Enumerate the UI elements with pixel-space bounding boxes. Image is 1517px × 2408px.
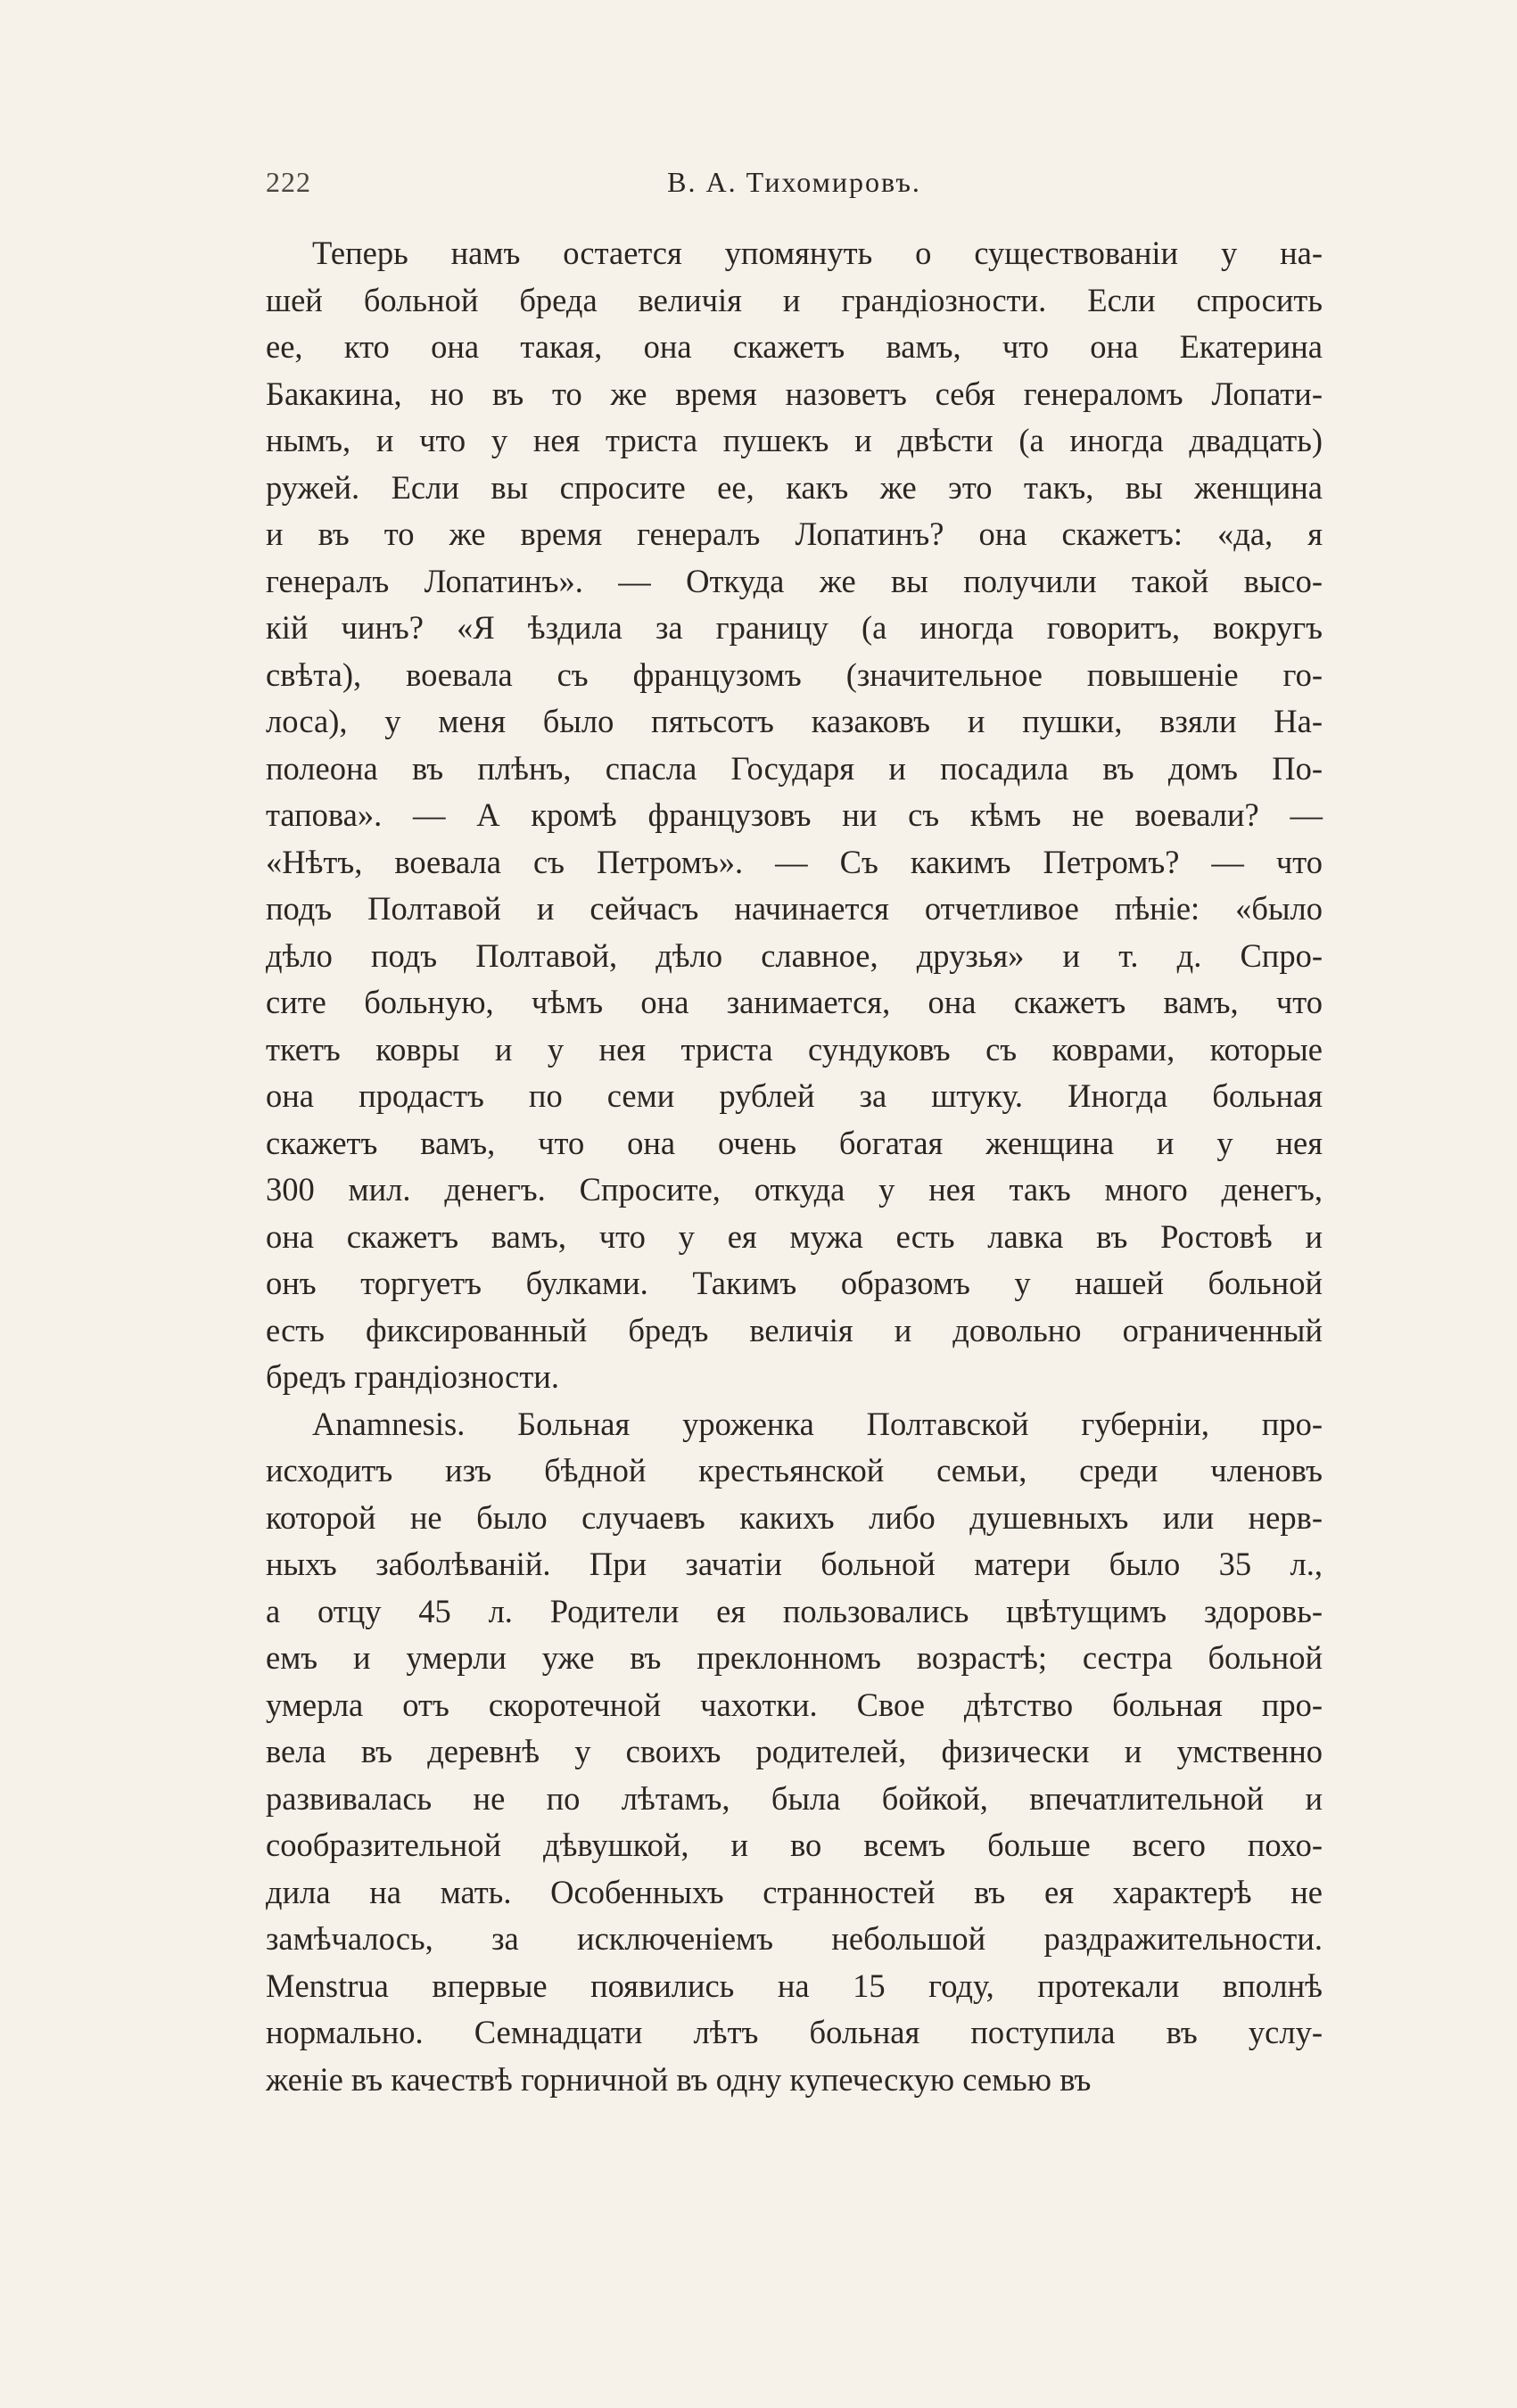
text-line: умерла отъ скоротечной чахотки. Свое дѣтство больная про- [266, 1686, 1323, 1723]
running-head [266, 161, 1323, 210]
text-line: бредъ грандіозности. [266, 1358, 559, 1395]
text-line: ружей. Если вы спросите ее, какъ же это такъ, вы женщина [266, 468, 1323, 506]
text-line: сите больную, чѣмъ она занимается, она скажетъ вамъ, что [266, 984, 1323, 1020]
text-line: шей больной бреда величія и грандіозности. Если спросить [266, 281, 1323, 318]
paragraph [266, 1401, 1323, 2104]
text-line: Anamnesis. Больная уроженка Полтавской губерніи, про- [312, 1405, 1323, 1442]
text-line: ныхъ заболѣваній. При зачатіи больной матери было 35 л., [266, 1546, 1323, 1582]
paragraph [266, 230, 1323, 1401]
text-line: она скажетъ вамъ, что у ея мужа есть лавка въ Ростовѣ и [266, 1217, 1323, 1255]
text-line: вела въ деревнѣ у своихъ родителей, физически и умственно [266, 1733, 1323, 1769]
running-title: В. А. Тихомировъ. [667, 166, 921, 198]
text-line: «Нѣтъ, воевала съ Петромъ». — Съ какимъ Петромъ? — что [266, 843, 1323, 880]
body-text [266, 230, 1323, 2103]
text-line: полеона въ плѣнъ, спасла Государя и посадила въ домъ По- [266, 749, 1323, 787]
text-line: нымъ, и что у нея триста пушекъ и двѣсти (а иногда двадцать) [266, 422, 1323, 458]
text-line: исходитъ изъ бѣдной крестьянской семьи, среди членовъ [266, 1452, 1323, 1489]
text-line: свѣта), воевала съ французомъ (значительное повышеніе го- [266, 656, 1323, 693]
text-line: генералъ Лопатинъ». — Откуда же вы получили такой высо- [266, 562, 1323, 599]
text-line: женіе въ качествѣ горничной въ одну купеческую семью въ [266, 2060, 1092, 2098]
text-line: есть фиксированный бредъ величія и довольно ограниченный [266, 1311, 1323, 1348]
text-line: нормально. Семнадцати лѣтъ больная поступила въ услу- [266, 2014, 1323, 2050]
text-line: дѣло подъ Полтавой, дѣло славное, друзья» и т. д. Спро- [266, 936, 1323, 974]
text-line: Теперь намъ остается упомянуть о существованіи у на- [312, 235, 1323, 271]
text-line: развивалась не по лѣтамъ, была бойкой, впечатлительной и [266, 1779, 1323, 1817]
text-line: Menstrua впервые появились на 15 году, протекали вполнѣ [266, 1967, 1323, 2004]
text-line: и въ то же время генералъ Лопатинъ? она скажетъ: «да, я [266, 515, 1323, 552]
text-line: кій чинъ? «Я ѣздила за границу (а иногда говоритъ, вокругъ [266, 609, 1323, 646]
text-line: ее, кто она такая, она скажетъ вамъ, что она Екатерина [266, 328, 1323, 365]
text-line: Бакакина, но въ то же время назоветъ себя генераломъ Лопати- [266, 375, 1323, 412]
text-line: лоса), у меня было пятьсотъ казаковъ и пушки, взяли На- [266, 703, 1323, 739]
text-line: которой не было случаевъ какихъ либо душевныхъ или нерв- [266, 1498, 1323, 1536]
text-line: тапова». — А кромѣ французовъ ни съ кѣмъ не воевали? — [266, 796, 1323, 833]
text-line: подъ Полтавой и сейчасъ начинается отчетливое пѣніе: «было [266, 890, 1323, 927]
text-line: она продастъ по семи рублей за штуку. Иногда больная [266, 1077, 1323, 1114]
text-line: емъ и умерли уже въ преклонномъ возрастѣ; сестра больной [266, 1639, 1323, 1676]
text-line: скажетъ вамъ, что она очень богатая женщина и у нея [266, 1124, 1323, 1161]
text-line: 300 мил. денегъ. Спросите, откуда у нея такъ много денегъ, [266, 1171, 1323, 1208]
text-line: онъ торгуетъ булками. Такимъ образомъ у нашей больной [266, 1265, 1323, 1301]
text-line: замѣчалось, за исключеніемъ небольшой раздражительности. [266, 1920, 1323, 1957]
text-line: дила на мать. Особенныхъ странностей въ ея характерѣ не [266, 1873, 1323, 1910]
text-line: сообразительной дѣвушкой, и во всемъ больше всего похо- [266, 1827, 1323, 1863]
text-line: ткетъ ковры и у нея триста сундуковъ съ коврами, которые [266, 1030, 1323, 1068]
text-line: а отцу 45 л. Родители ея пользовались цвѣтущимъ здоровь- [266, 1592, 1323, 1629]
page-number: 222 [266, 166, 311, 198]
